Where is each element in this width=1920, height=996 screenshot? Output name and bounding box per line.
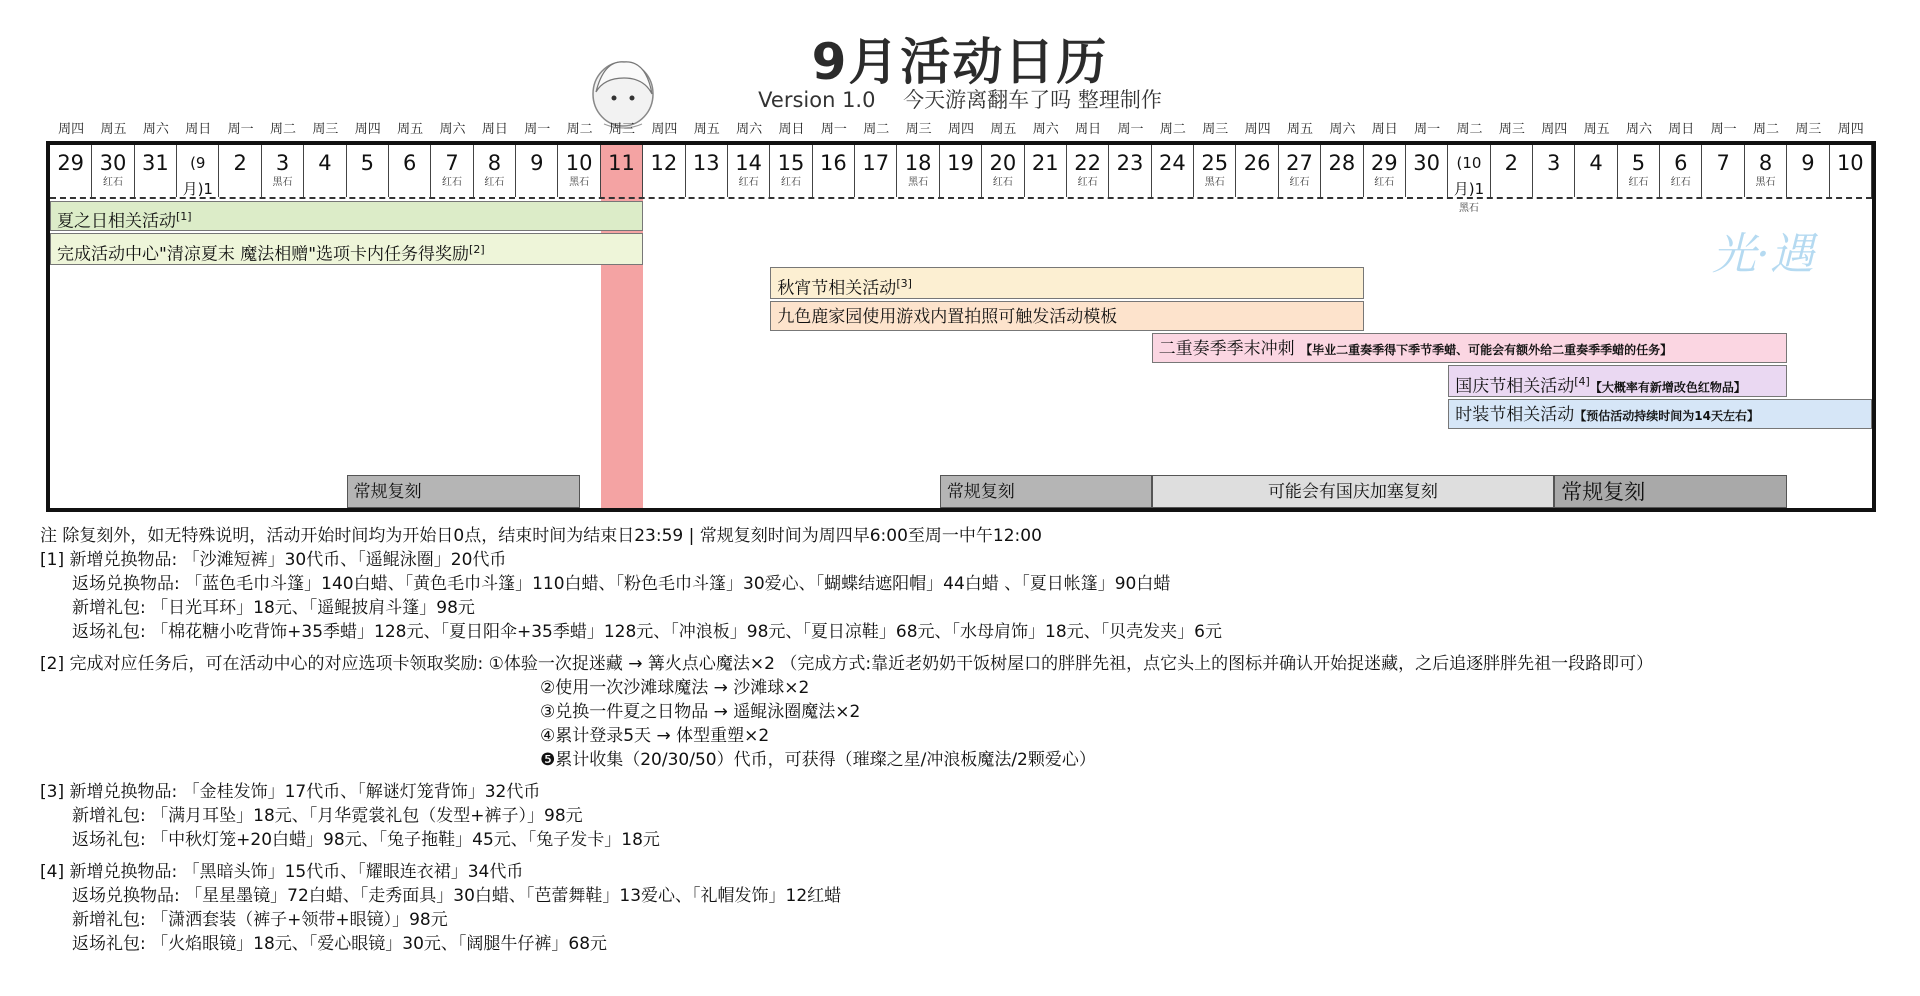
day-number: 7 [445,151,459,175]
weekday-label: 周三 [312,122,339,137]
note-1-new-packs: 新增礼包: 「日光耳环」18元、「遥鲲披肩斗篷」98元 [72,598,475,618]
day-number: 10 [565,151,593,175]
event-note: 【大概率有新增改色红物品】 [1589,380,1746,395]
day-cell[interactable] [1533,145,1575,197]
day-cell[interactable] [1152,145,1194,197]
weekday-label: 周日 [778,122,805,137]
day-number: 9 [530,151,544,175]
weekday-label: 周四 [947,122,974,137]
rerun-label: 常规复刻 [1561,480,1646,504]
today-highlight-column [601,145,643,508]
day-number: 11 [608,151,635,175]
day-candle-tag: 红石 [103,177,124,188]
event-label: 秋宵节相关活动 [777,278,897,299]
day-number: 6 [402,151,417,175]
day-cell[interactable] [262,145,304,197]
day-cell[interactable] [1491,145,1533,197]
day-candle-tag: 黑石 [908,177,929,188]
day-cell[interactable] [1321,145,1363,197]
weekday-label: 周一 [820,122,847,137]
event-ref: [1] [176,210,192,223]
day-cell[interactable] [389,145,431,197]
day-number: 16 [820,151,847,175]
day-number: 5 [1631,151,1646,175]
day-candle-tag: 红石 [484,177,505,188]
day-cell[interactable] [1194,145,1236,197]
day-number: 23 [1116,151,1144,175]
day-candle-tag: 红石 [1628,177,1649,188]
day-number: 20 [989,151,1017,175]
day-cell[interactable] [135,145,177,197]
event-label: 九色鹿家园使用游戏内置拍照可触发活动模板 [777,307,1118,327]
day-number: 10 [1836,151,1864,175]
day-number: 24 [1158,151,1186,175]
day-candle-tag: 红石 [1670,177,1691,188]
weekday-label: 周二 [1456,122,1483,137]
day-cell[interactable] [1703,145,1745,197]
day-cell[interactable] [1575,145,1617,197]
event-note: 【预估活动持续时间为14天左右】 [1574,409,1759,423]
note-3-return-packs: 返场礼包: 「中秋灯笼+20白蜡」98元、「兔子拖鞋」45元、「兔子发卡」18元 [72,830,660,850]
event-national-day[interactable] [1448,365,1787,397]
day-number: 2 [1504,151,1518,175]
day-cell[interactable] [643,145,685,197]
event-label: 完成活动中心"清凉夏末 魔法相赠"选项卡内任务得奖励 [57,244,470,265]
day-number: 15 [777,151,805,175]
day-number: 22 [1074,151,1101,175]
day-cell[interactable] [474,145,516,197]
day-number: 3 [1547,151,1561,175]
day-number: 19 [947,151,974,175]
weekday-label: 周一 [1414,122,1441,137]
day-cell[interactable] [1025,145,1067,197]
notes-section [40,524,1910,956]
weekday-label: 周日 [1075,122,1102,137]
event-label: 二重奏季季末冲刺 [1158,339,1295,359]
day-number: 3 [275,151,290,175]
day-cell[interactable] [1109,145,1151,197]
note-2-task-2: ②使用一次沙滩球魔法 → 沙滩球×2 [540,678,810,698]
day-number: 30 [1413,151,1440,175]
day-cell[interactable] [1279,145,1321,197]
weekday-label: 周四 [651,122,678,137]
weekday-label: 周三 [1795,122,1822,137]
note-4-return-packs: 返场礼包: 「火焰眼镜」18元、「爱心眼镜」30元、「阔腿牛仔裤」68元 [72,934,608,954]
weekday-label: 周四 [1541,122,1568,137]
weekday-label: 周三 [1498,122,1525,137]
note-3-new-packs: 新增礼包: 「满月耳坠」18元、「月华霓裳礼包（发型+裤子）」98元 [72,806,583,826]
day-cell[interactable] [855,145,897,197]
event-ref: [3] [896,277,912,290]
event-duet-season-sprint[interactable] [1152,333,1788,363]
weekday-label: 周五 [990,122,1017,137]
calendar-grid [46,141,1876,512]
weekday-label: 周五 [397,122,424,137]
rerun-block-2[interactable] [940,475,1152,508]
rerun-block-4[interactable] [1554,475,1787,508]
note-4-new-items: [4] 新增兑换物品: 「黑暗头饰」15代币、「耀眼连衣裙」34代币 [40,862,524,882]
day-number: 4 [318,151,332,175]
day-number: 31 [142,151,169,175]
page-subtitle: Version 1.0 今天游离翻车了吗 整理制作 [758,88,1162,112]
day-cell[interactable] [728,145,770,197]
day-cell[interactable] [1830,145,1872,197]
event-fashion-festival[interactable] [1448,399,1872,429]
day-cell[interactable] [1067,145,1109,197]
day-number: (10月)1 [1453,154,1485,198]
weekday-label: 周六 [1032,122,1059,137]
weekday-label: 周一 [1117,122,1144,137]
note-general: 注 除复刻外，如无特殊说明，活动开始时间均为开始日0点，结束时间为结束日23:59 | 常规复刻时间为周四早6:00至周一中午12:00 [40,526,1042,546]
day-number: 13 [692,151,720,175]
day-number: 18 [904,151,932,175]
day-candle-tag: 红石 [1289,177,1310,188]
day-cell[interactable] [1364,145,1406,197]
day-cell[interactable] [940,145,982,197]
day-number: 30 [99,151,127,175]
day-candle-tag: 黑石 [1755,177,1776,188]
event-ref: [4] [1574,375,1590,388]
day-cell[interactable] [1448,145,1490,214]
day-cell[interactable] [813,145,855,197]
day-number: 8 [1758,151,1773,175]
day-cell[interactable] [304,145,346,197]
weekday-label: 周五 [100,122,127,137]
weekday-label: 周四 [1244,122,1271,137]
weekday-label: 周日 [481,122,508,137]
weekday-label: 周六 [439,122,466,137]
day-cell[interactable] [1618,145,1660,197]
rerun-block-national-day[interactable] [1152,475,1555,508]
day-number: 6 [1674,151,1688,175]
day-cell[interactable] [770,145,812,197]
day-cell[interactable] [219,145,261,197]
weekday-label: 周四 [58,122,85,137]
day-cell[interactable] [1660,145,1702,197]
day-cell[interactable] [431,145,473,197]
day-number: 26 [1243,151,1271,175]
note-2-task-3: ③兑换一件夏之日物品 → 遥鲲泳圈魔法×2 [540,702,861,722]
day-number: 2 [233,151,247,175]
note-4-return-items: 返场兑换物品: 「星星墨镜」72白蜡、「走秀面具」30白蜡、「芭蕾舞鞋」13爱心、「礼帽发饰」12红蜡 [72,886,842,906]
weekday-label: 周二 [1753,122,1780,137]
day-cell[interactable] [347,145,389,197]
day-cell[interactable] [1745,145,1787,197]
rerun-label: 可能会有国庆加塞复刻 [1267,482,1438,502]
weekday-label: 周二 [566,122,593,137]
day-cell[interactable] [516,145,558,197]
event-label: 时装节相关活动 [1455,405,1575,425]
day-cell[interactable] [558,145,600,197]
day-candle-tag: 黑石 [1458,203,1479,214]
event-note: 【毕业二重奏季得下季节季蜡、可能会有额外给二重奏季季蜡的任务】 [1300,343,1673,357]
day-number: 5 [360,151,374,175]
day-number: 28 [1328,151,1356,175]
weekday-label: 周四 [1837,122,1864,137]
day-number: 7 [1716,151,1730,175]
weekday-label: 周二 [863,122,890,137]
date-divider [50,197,1872,199]
event-label: 国庆节相关活动 [1455,376,1575,397]
day-number: 27 [1286,151,1313,175]
day-number: 29 [1370,151,1398,175]
weekday-label: 周日 [1371,122,1398,137]
event-label: 夏之日相关活动 [57,211,176,232]
note-2-task-5: ❺累计收集（20/30/50）代币，可获得（璀璨之星/冲浪板魔法/2颗爱心） [540,750,1096,770]
weekday-label: 周六 [1329,122,1356,137]
weekday-label: 周六 [142,122,169,137]
note-3-new-items: [3] 新增兑换物品: 「金桂发饰」17代币、「解谜灯笼背饰」32代币 [40,782,541,802]
day-cell[interactable] [177,145,219,197]
event-summer-day[interactable] [50,201,643,231]
day-candle-tag: 红石 [1374,177,1395,188]
day-cell[interactable] [1787,145,1829,197]
weekday-label: 周二 [270,122,297,137]
day-cell[interactable] [1406,145,1448,197]
day-candle-tag: 黑石 [1204,177,1225,188]
day-number: 9 [1801,151,1815,175]
day-number: 12 [650,151,678,175]
event-mid-autumn[interactable] [770,267,1363,299]
weekday-label: 周日 [1668,122,1695,137]
weekday-label: 周五 [1583,122,1610,137]
day-cell[interactable] [601,145,643,197]
day-candle-tag: 红石 [780,177,801,188]
rerun-label: 常规复刻 [353,482,422,502]
weekday-label: 周五 [1286,122,1313,137]
day-cell[interactable] [982,145,1024,197]
weekday-label: 周六 [736,122,763,137]
note-1-return-items: 返场兑换物品: 「蓝色毛巾斗篷」140白蜡、「黄色毛巾斗篷」110白蜡、「粉色毛巾斗篷」30爱心、「蝴蝶结遮阳帽」44白蜡 、「夏日帐篷」90白蜡 [72,574,1171,594]
weekday-label: 周三 [609,122,636,137]
sky-game-logo: 光·遇 [1712,229,1814,280]
weekday-label: 周五 [693,122,720,137]
weekday-label: 周四 [354,122,381,137]
event-summer-tasks[interactable] [50,233,643,265]
day-number: 21 [1031,151,1059,175]
weekday-label: 周二 [1159,122,1186,137]
weekday-label: 周六 [1625,122,1652,137]
weekday-label: 周日 [185,122,212,137]
day-cell[interactable] [897,145,939,197]
day-candle-tag: 黑石 [569,177,590,188]
event-ref: [2] [469,243,485,256]
day-number: 8 [487,151,502,175]
event-nine-color-deer[interactable] [770,301,1363,331]
day-number: (9月)1 [182,154,213,198]
note-2-task-4: ④累计登录5天 → 体型重塑×2 [540,726,770,746]
day-candle-tag: 红石 [442,177,463,188]
note-1-return-packs: 返场礼包: 「棉花糖小吃背饰+35季蜡」128元、「夏日阳伞+35季蜡」128元、「冲浪板」98元、「夏日凉鞋」68元、「水母肩饰」18元、「贝壳发夹」6元 [72,622,1222,642]
day-cell[interactable] [92,145,134,197]
day-candle-tag: 黑石 [272,177,293,188]
weekday-label: 周一 [1710,122,1737,137]
rerun-label: 常规复刻 [946,482,1015,502]
day-candle-tag: 红石 [1077,177,1098,188]
day-cell[interactable] [50,145,92,197]
page-title: 9月活动日历 [811,33,1109,91]
note-1-new-items: [1] 新增兑换物品: 「沙滩短裤」30代币、「遥鲲泳圈」20代币 [40,550,507,570]
day-candle-tag: 红石 [992,177,1013,188]
note-4-new-packs: 新增礼包: 「潇洒套装（裤子+领带+眼镜）」98元 [72,910,448,930]
weekday-label: 周一 [524,122,551,137]
note-2-task-1: [2] 完成对应任务后，可在活动中心的对应选项卡领取奖励: ①体验一次捉迷藏 → 篝火点心魔法×2 （完成方式:靠近老奶奶干饭树屋口的胖胖先祖，点它头上的图标并确认开始捉迷藏，之后追逐胖胖先祖一段路即可） [40,654,1654,674]
day-candle-tag: 红石 [738,177,759,188]
day-number: 4 [1589,151,1603,175]
day-cell[interactable] [1236,145,1278,197]
day-number: 17 [862,151,890,175]
weekday-label: 周三 [1202,122,1229,137]
rerun-block-1[interactable] [347,475,580,508]
day-number: 25 [1201,151,1229,175]
day-cell[interactable] [686,145,728,197]
weekday-label: 周三 [905,122,932,137]
day-number: 14 [735,151,762,175]
weekday-label: 周一 [227,122,254,137]
day-number: 29 [57,151,85,175]
